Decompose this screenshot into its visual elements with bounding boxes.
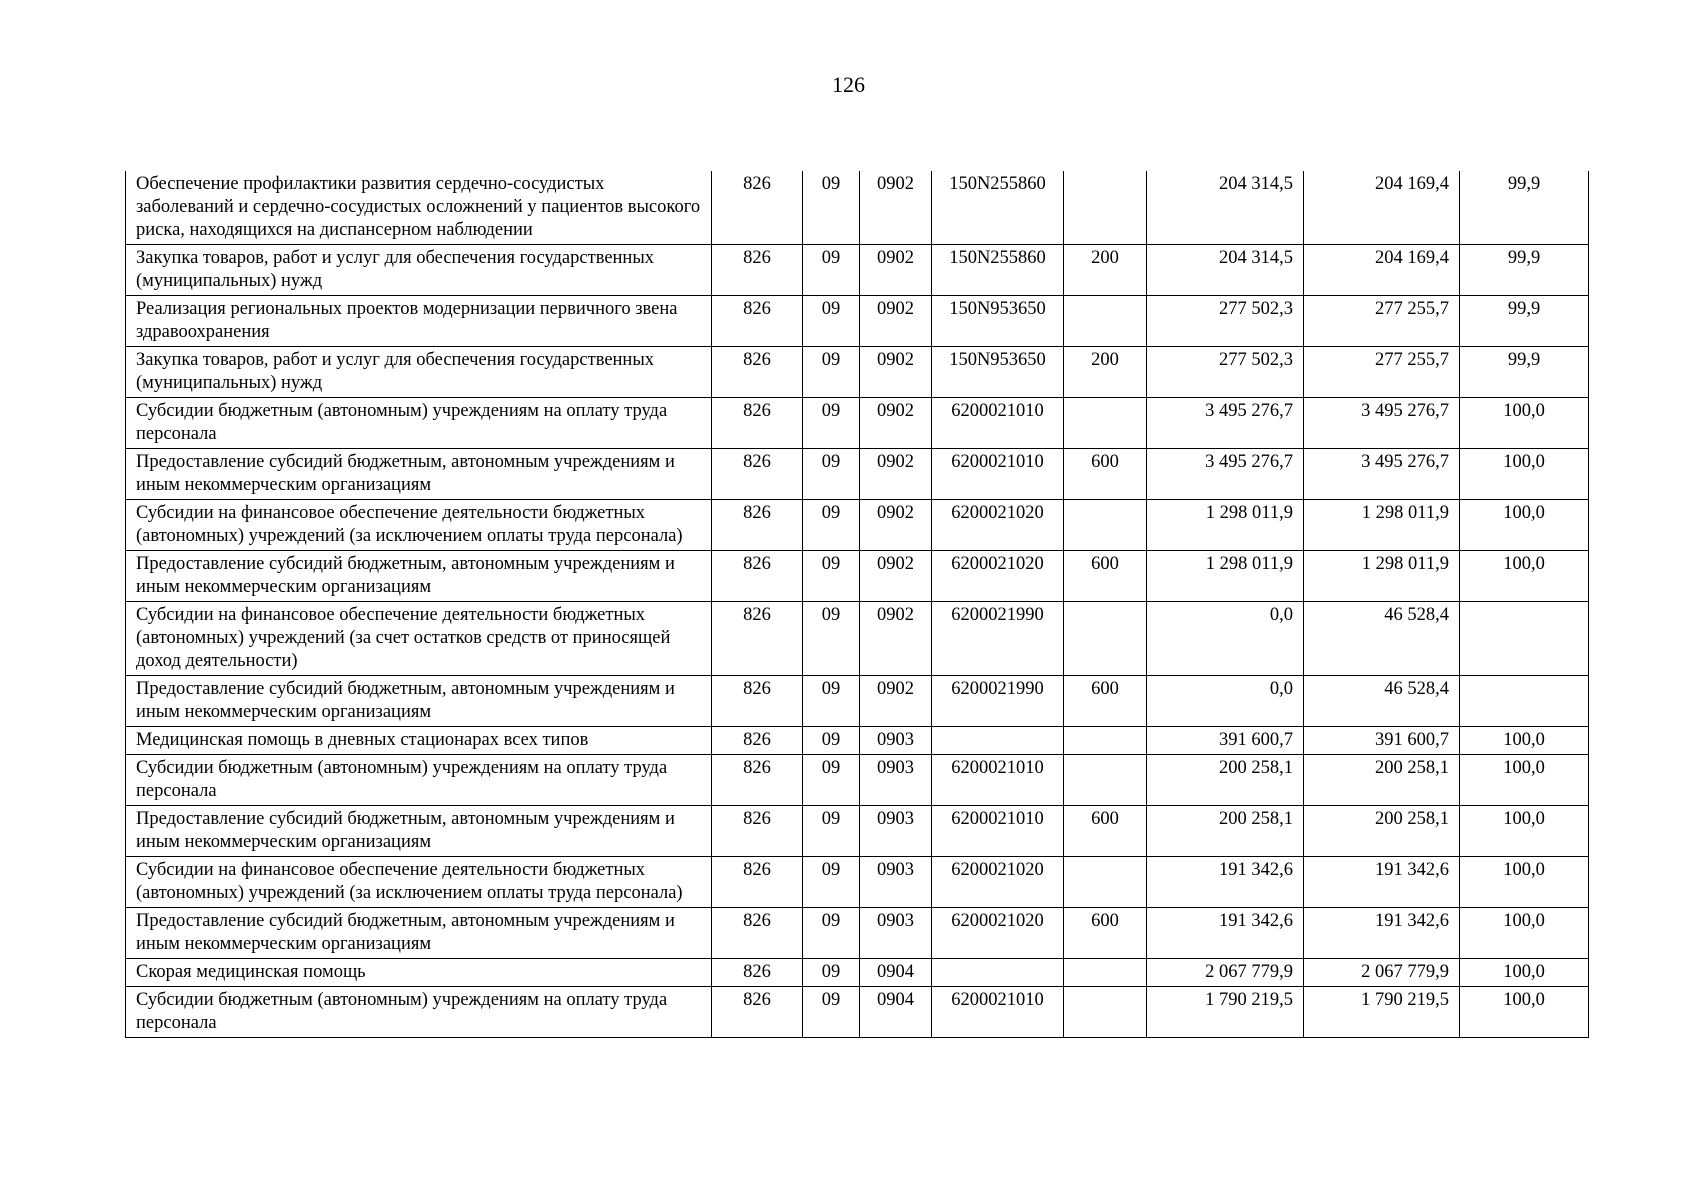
cell-plan-amount: 200 258,1 xyxy=(1147,755,1304,806)
cell-target-article: 150N255860 xyxy=(932,171,1064,245)
cell-subsection: 0903 xyxy=(860,857,932,908)
cell-name: Субсидии бюджетным (автономным) учреждениям на оплату труда персонала xyxy=(126,755,712,806)
cell-expense-type xyxy=(1064,755,1147,806)
cell-section: 09 xyxy=(803,171,860,245)
cell-fact-amount: 191 342,6 xyxy=(1304,908,1460,959)
cell-execution-percent: 100,0 xyxy=(1460,806,1589,857)
cell-subsection: 0902 xyxy=(860,171,932,245)
cell-section: 09 xyxy=(803,857,860,908)
cell-expense-type xyxy=(1064,500,1147,551)
cell-admin-code: 826 xyxy=(712,245,803,296)
cell-section: 09 xyxy=(803,602,860,676)
cell-name: Субсидии бюджетным (автономным) учреждениям на оплату труда персонала xyxy=(126,398,712,449)
cell-subsection: 0902 xyxy=(860,500,932,551)
cell-target-article: 150N953650 xyxy=(932,296,1064,347)
budget-table xyxy=(125,171,1589,1038)
cell-plan-amount: 200 258,1 xyxy=(1147,806,1304,857)
cell-execution-percent: 100,0 xyxy=(1460,959,1589,987)
cell-name: Предоставление субсидий бюджетным, автономным учреждениям и иным некоммерческим организациям xyxy=(126,908,712,959)
cell-plan-amount: 204 314,5 xyxy=(1147,245,1304,296)
cell-expense-type: 200 xyxy=(1064,245,1147,296)
cell-subsection: 0903 xyxy=(860,727,932,755)
cell-execution-percent: 100,0 xyxy=(1460,500,1589,551)
cell-plan-amount: 277 502,3 xyxy=(1147,296,1304,347)
cell-expense-type: 600 xyxy=(1064,806,1147,857)
cell-plan-amount: 277 502,3 xyxy=(1147,347,1304,398)
cell-admin-code: 826 xyxy=(712,347,803,398)
cell-section: 09 xyxy=(803,347,860,398)
cell-section: 09 xyxy=(803,551,860,602)
cell-name: Скорая медицинская помощь xyxy=(126,959,712,987)
cell-section: 09 xyxy=(803,908,860,959)
cell-expense-type xyxy=(1064,987,1147,1038)
cell-admin-code: 826 xyxy=(712,857,803,908)
cell-subsection: 0902 xyxy=(860,676,932,727)
cell-section: 09 xyxy=(803,398,860,449)
cell-fact-amount: 277 255,7 xyxy=(1304,347,1460,398)
cell-subsection: 0902 xyxy=(860,347,932,398)
table-row xyxy=(126,171,1589,245)
cell-expense-type xyxy=(1064,398,1147,449)
cell-subsection: 0902 xyxy=(860,398,932,449)
cell-execution-percent: 99,9 xyxy=(1460,347,1589,398)
cell-target-article: 6200021010 xyxy=(932,449,1064,500)
cell-name: Закупка товаров, работ и услуг для обеспечения государственных (муниципальных) нужд xyxy=(126,245,712,296)
table-body xyxy=(126,171,1589,1038)
table-row xyxy=(126,551,1589,602)
cell-name: Предоставление субсидий бюджетным, автономным учреждениям и иным некоммерческим организациям xyxy=(126,676,712,727)
cell-admin-code: 826 xyxy=(712,727,803,755)
table-row xyxy=(126,806,1589,857)
cell-fact-amount: 200 258,1 xyxy=(1304,755,1460,806)
table-row xyxy=(126,908,1589,959)
cell-fact-amount: 3 495 276,7 xyxy=(1304,449,1460,500)
cell-expense-type xyxy=(1064,171,1147,245)
table-row xyxy=(126,987,1589,1038)
cell-fact-amount: 46 528,4 xyxy=(1304,602,1460,676)
cell-admin-code: 826 xyxy=(712,987,803,1038)
table-row xyxy=(126,755,1589,806)
page-number: 126 xyxy=(832,72,865,97)
cell-target-article: 6200021990 xyxy=(932,602,1064,676)
table-row xyxy=(126,727,1589,755)
cell-expense-type: 600 xyxy=(1064,676,1147,727)
cell-target-article: 6200021010 xyxy=(932,987,1064,1038)
cell-admin-code: 826 xyxy=(712,806,803,857)
cell-admin-code: 826 xyxy=(712,551,803,602)
cell-name: Субсидии на финансовое обеспечение деятельности бюджетных (автономных) учреждений (за счет остатков средств от приносящей доход деятельности) xyxy=(126,602,712,676)
cell-admin-code: 826 xyxy=(712,171,803,245)
cell-section: 09 xyxy=(803,755,860,806)
cell-section: 09 xyxy=(803,500,860,551)
cell-execution-percent: 100,0 xyxy=(1460,449,1589,500)
cell-section: 09 xyxy=(803,676,860,727)
cell-execution-percent: 100,0 xyxy=(1460,398,1589,449)
cell-section: 09 xyxy=(803,987,860,1038)
cell-target-article: 6200021010 xyxy=(932,398,1064,449)
cell-admin-code: 826 xyxy=(712,602,803,676)
cell-name: Обеспечение профилактики развития сердечно-сосудистых заболеваний и сердечно-сосудистых осложнений у пациентов высокого риска, находящихся на диспансерном наблюдении xyxy=(126,171,712,245)
cell-admin-code: 826 xyxy=(712,296,803,347)
cell-target-article: 6200021020 xyxy=(932,500,1064,551)
cell-subsection: 0903 xyxy=(860,908,932,959)
table-row xyxy=(126,959,1589,987)
cell-target-article: 6200021010 xyxy=(932,806,1064,857)
cell-subsection: 0903 xyxy=(860,806,932,857)
cell-admin-code: 826 xyxy=(712,449,803,500)
cell-section: 09 xyxy=(803,727,860,755)
cell-section: 09 xyxy=(803,245,860,296)
table-row xyxy=(126,602,1589,676)
cell-admin-code: 826 xyxy=(712,755,803,806)
cell-fact-amount: 204 169,4 xyxy=(1304,171,1460,245)
cell-plan-amount: 1 298 011,9 xyxy=(1147,500,1304,551)
cell-expense-type xyxy=(1064,959,1147,987)
cell-fact-amount: 1 790 219,5 xyxy=(1304,987,1460,1038)
cell-target-article: 6200021020 xyxy=(932,551,1064,602)
cell-target-article: 6200021990 xyxy=(932,676,1064,727)
cell-name: Субсидии на финансовое обеспечение деятельности бюджетных (автономных) учреждений (за исключением оплаты труда персонала) xyxy=(126,857,712,908)
cell-target-article: 6200021010 xyxy=(932,755,1064,806)
cell-expense-type: 200 xyxy=(1064,347,1147,398)
table-row xyxy=(126,449,1589,500)
cell-name: Предоставление субсидий бюджетным, автономным учреждениям и иным некоммерческим организациям xyxy=(126,551,712,602)
cell-target-article: 6200021020 xyxy=(932,908,1064,959)
cell-section: 09 xyxy=(803,959,860,987)
cell-execution-percent: 100,0 xyxy=(1460,727,1589,755)
cell-expense-type xyxy=(1064,296,1147,347)
cell-plan-amount: 191 342,6 xyxy=(1147,857,1304,908)
cell-fact-amount: 46 528,4 xyxy=(1304,676,1460,727)
cell-execution-percent: 100,0 xyxy=(1460,987,1589,1038)
cell-subsection: 0904 xyxy=(860,959,932,987)
cell-execution-percent: 99,9 xyxy=(1460,171,1589,245)
cell-name: Медицинская помощь в дневных стационарах всех типов xyxy=(126,727,712,755)
cell-name: Предоставление субсидий бюджетным, автономным учреждениям и иным некоммерческим организациям xyxy=(126,806,712,857)
cell-plan-amount: 1 298 011,9 xyxy=(1147,551,1304,602)
cell-expense-type xyxy=(1064,727,1147,755)
cell-execution-percent xyxy=(1460,676,1589,727)
cell-target-article xyxy=(932,727,1064,755)
cell-subsection: 0904 xyxy=(860,987,932,1038)
cell-execution-percent: 99,9 xyxy=(1460,245,1589,296)
cell-name: Закупка товаров, работ и услуг для обеспечения государственных (муниципальных) нужд xyxy=(126,347,712,398)
cell-expense-type: 600 xyxy=(1064,449,1147,500)
cell-expense-type xyxy=(1064,602,1147,676)
cell-name: Субсидии бюджетным (автономным) учреждениям на оплату труда персонала xyxy=(126,987,712,1038)
cell-fact-amount: 191 342,6 xyxy=(1304,857,1460,908)
cell-execution-percent: 100,0 xyxy=(1460,551,1589,602)
cell-fact-amount: 277 255,7 xyxy=(1304,296,1460,347)
cell-fact-amount: 1 298 011,9 xyxy=(1304,500,1460,551)
table-row xyxy=(126,347,1589,398)
cell-admin-code: 826 xyxy=(712,908,803,959)
cell-admin-code: 826 xyxy=(712,959,803,987)
cell-name: Предоставление субсидий бюджетным, автономным учреждениям и иным некоммерческим организациям xyxy=(126,449,712,500)
cell-fact-amount: 1 298 011,9 xyxy=(1304,551,1460,602)
cell-name: Субсидии на финансовое обеспечение деятельности бюджетных (автономных) учреждений (за исключением оплаты труда персонала) xyxy=(126,500,712,551)
cell-plan-amount: 1 790 219,5 xyxy=(1147,987,1304,1038)
cell-expense-type xyxy=(1064,857,1147,908)
cell-execution-percent: 99,9 xyxy=(1460,296,1589,347)
cell-plan-amount: 391 600,7 xyxy=(1147,727,1304,755)
cell-target-article: 6200021020 xyxy=(932,857,1064,908)
cell-target-article: 150N953650 xyxy=(932,347,1064,398)
cell-plan-amount: 0,0 xyxy=(1147,602,1304,676)
cell-target-article: 150N255860 xyxy=(932,245,1064,296)
cell-plan-amount: 3 495 276,7 xyxy=(1147,398,1304,449)
cell-execution-percent: 100,0 xyxy=(1460,857,1589,908)
cell-admin-code: 826 xyxy=(712,500,803,551)
cell-plan-amount: 204 314,5 xyxy=(1147,171,1304,245)
cell-fact-amount: 3 495 276,7 xyxy=(1304,398,1460,449)
cell-subsection: 0902 xyxy=(860,551,932,602)
cell-plan-amount: 0,0 xyxy=(1147,676,1304,727)
cell-fact-amount: 2 067 779,9 xyxy=(1304,959,1460,987)
table-row xyxy=(126,296,1589,347)
table-row xyxy=(126,676,1589,727)
cell-plan-amount: 2 067 779,9 xyxy=(1147,959,1304,987)
cell-subsection: 0903 xyxy=(860,755,932,806)
table-row xyxy=(126,500,1589,551)
cell-expense-type: 600 xyxy=(1064,908,1147,959)
cell-plan-amount: 191 342,6 xyxy=(1147,908,1304,959)
cell-section: 09 xyxy=(803,296,860,347)
cell-fact-amount: 391 600,7 xyxy=(1304,727,1460,755)
cell-plan-amount: 3 495 276,7 xyxy=(1147,449,1304,500)
cell-section: 09 xyxy=(803,449,860,500)
cell-expense-type: 600 xyxy=(1064,551,1147,602)
cell-admin-code: 826 xyxy=(712,398,803,449)
cell-section: 09 xyxy=(803,806,860,857)
cell-target-article xyxy=(932,959,1064,987)
cell-subsection: 0902 xyxy=(860,449,932,500)
table-row xyxy=(126,245,1589,296)
cell-fact-amount: 204 169,4 xyxy=(1304,245,1460,296)
cell-name: Реализация региональных проектов модернизации первичного звена здравоохранения xyxy=(126,296,712,347)
cell-admin-code: 826 xyxy=(712,676,803,727)
cell-execution-percent xyxy=(1460,602,1589,676)
cell-subsection: 0902 xyxy=(860,602,932,676)
cell-subsection: 0902 xyxy=(860,245,932,296)
cell-subsection: 0902 xyxy=(860,296,932,347)
table-row xyxy=(126,398,1589,449)
table-row xyxy=(126,857,1589,908)
cell-execution-percent: 100,0 xyxy=(1460,908,1589,959)
cell-execution-percent: 100,0 xyxy=(1460,755,1589,806)
cell-fact-amount: 200 258,1 xyxy=(1304,806,1460,857)
